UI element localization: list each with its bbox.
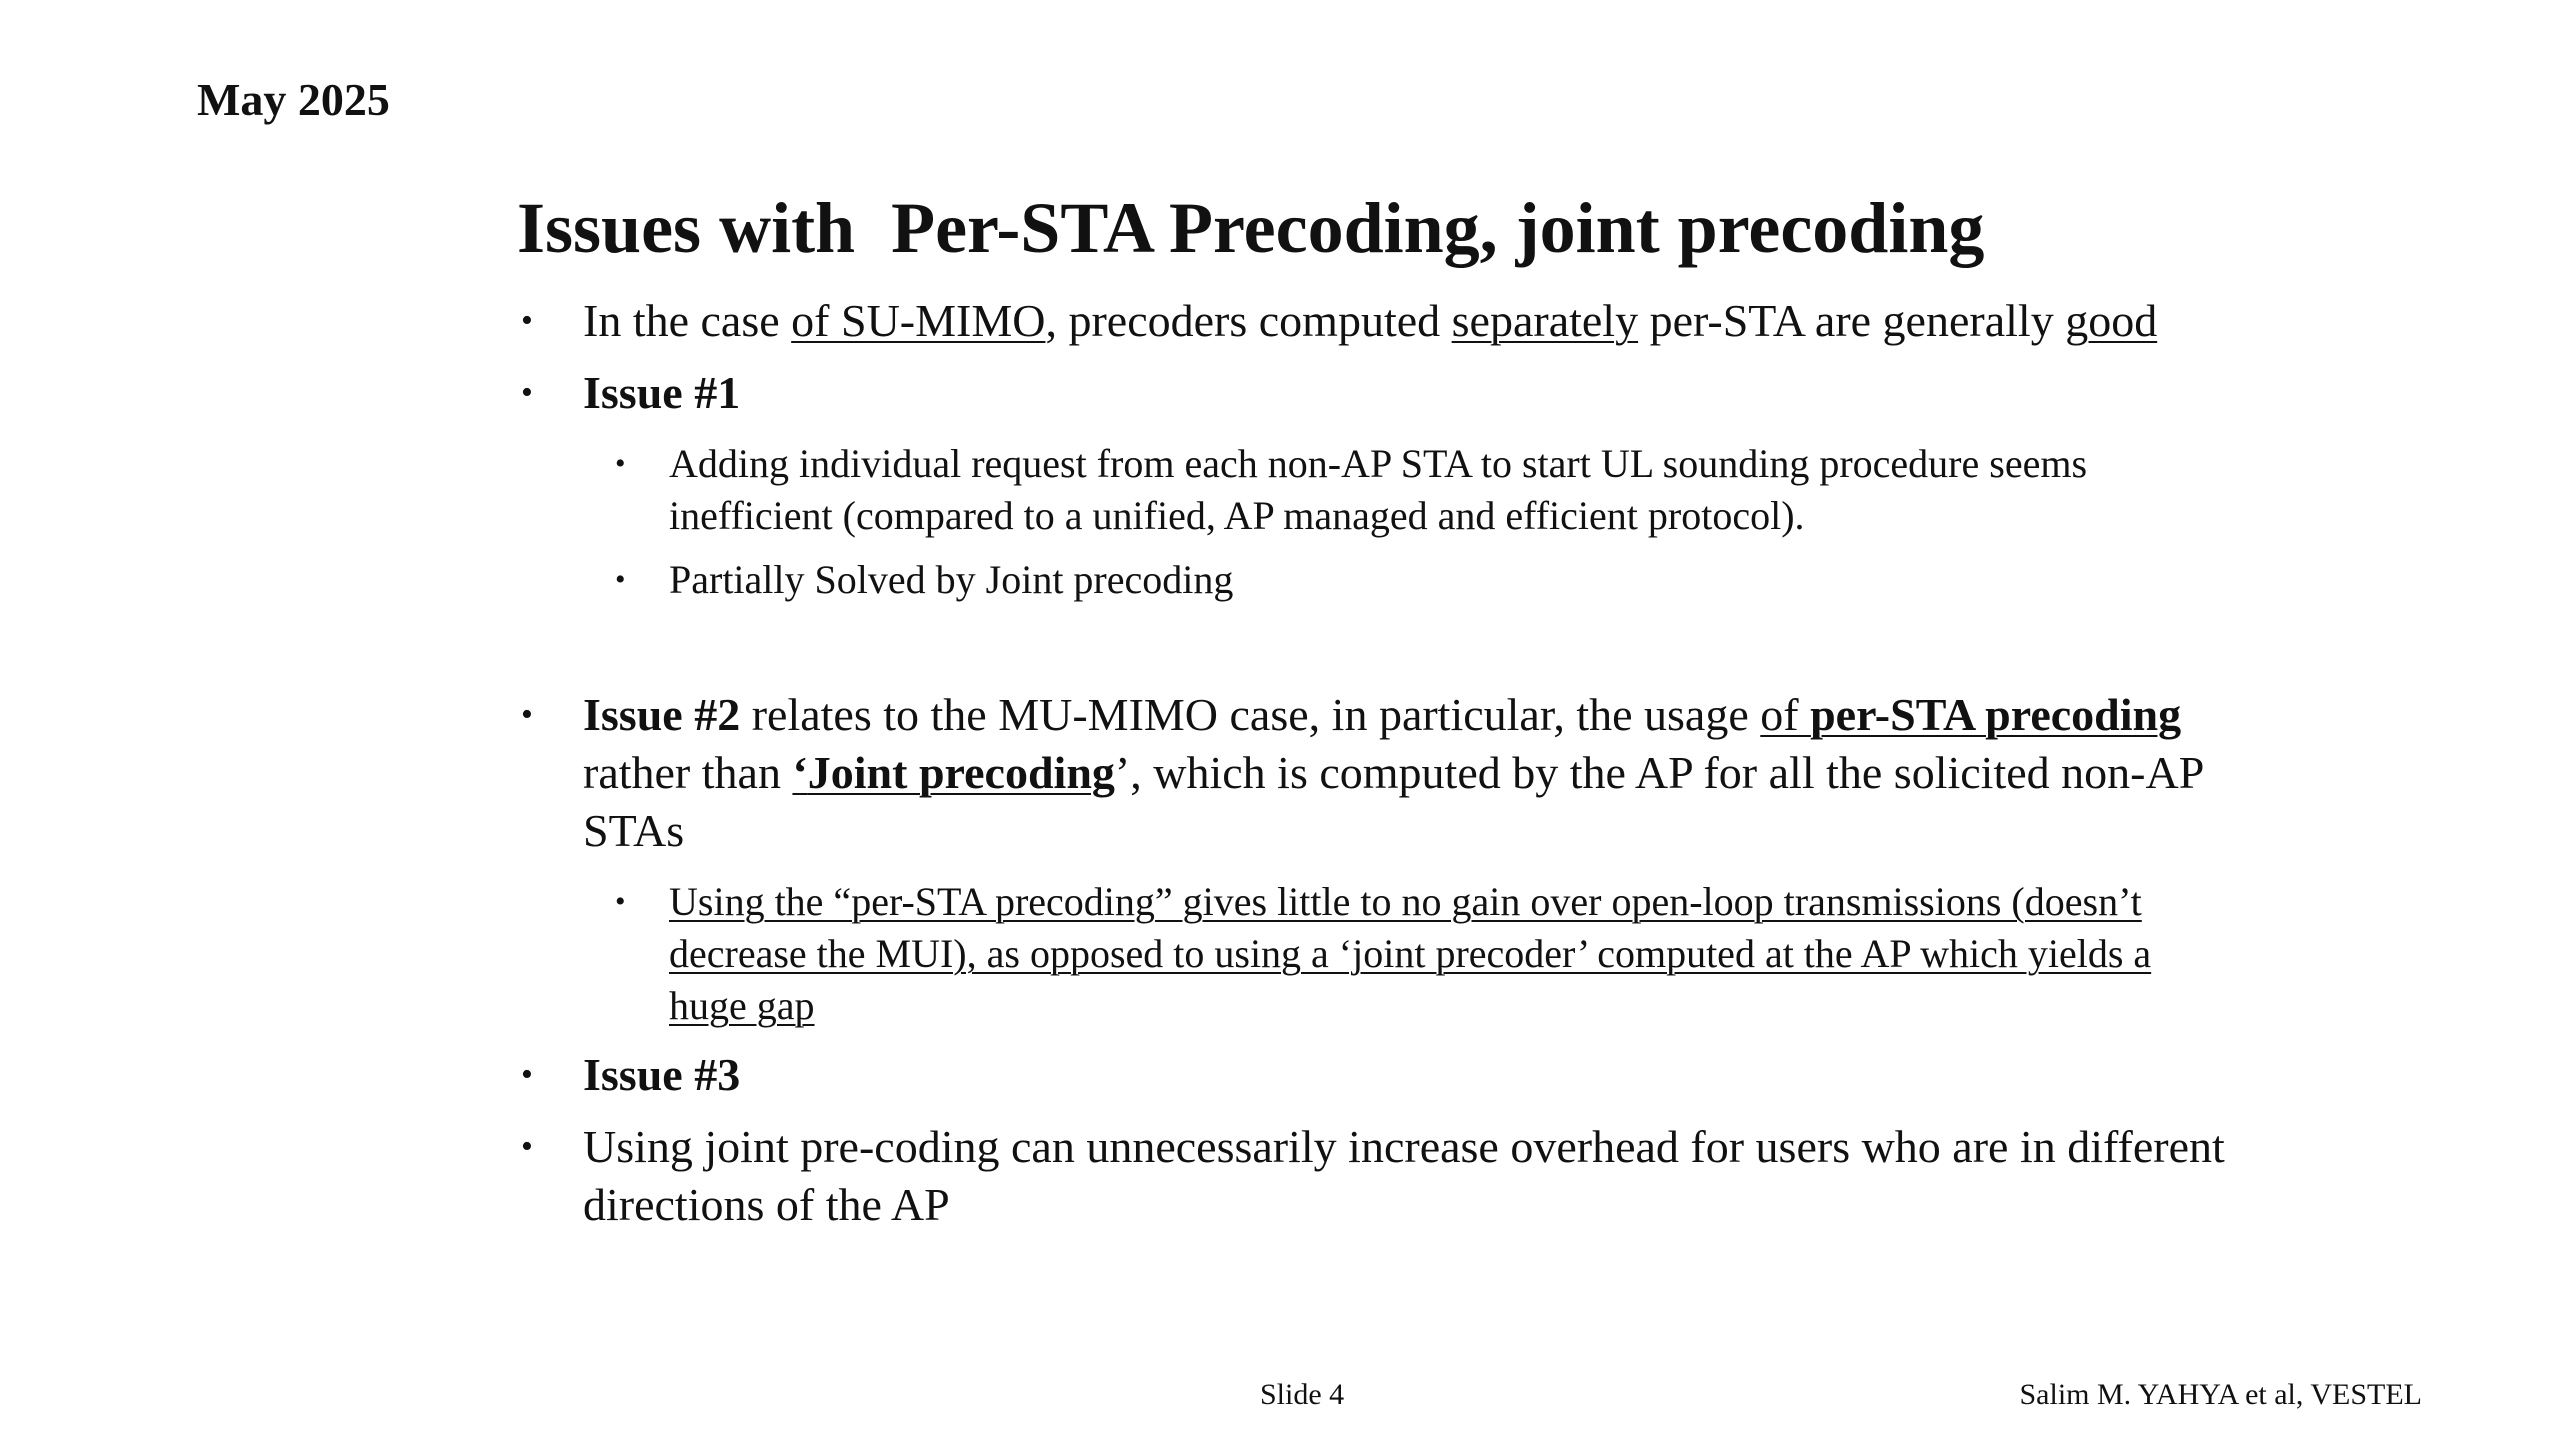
- underlined-text: separately: [1451, 295, 1639, 346]
- bullet-glyph: •: [521, 1128, 533, 1165]
- sub-bullet-text: Partially Solved by Joint precoding: [669, 557, 1234, 602]
- footer-author: Salim M. YAHYA et al, VESTEL: [2019, 1378, 2422, 1411]
- bullet-glyph: •: [615, 885, 626, 918]
- bullet-glyph: •: [521, 302, 533, 339]
- bullet-glyph: •: [615, 447, 626, 480]
- underlined-bold-text: Joint precoding: [807, 747, 1115, 798]
- slide-number: Slide 4: [1260, 1378, 1345, 1411]
- issue-heading: Issue #2: [583, 689, 741, 740]
- bullet-text: rather than: [583, 747, 793, 798]
- bullet-glyph: •: [521, 696, 533, 733]
- issue-heading: Issue #1: [583, 367, 741, 418]
- bullet-issue-1: [517, 364, 2237, 422]
- bullet-text: per-STA are generally: [1638, 295, 2066, 346]
- slide-content: [517, 292, 2237, 1234]
- sub-bullet-issue-1-a: [583, 438, 2237, 542]
- issue-heading: Issue #3: [583, 1049, 741, 1100]
- bullet-glyph: •: [615, 563, 626, 596]
- sub-bullet-text: Adding individual request from each non-AP STA to start UL sounding procedure seems inefficient (compared to a unified, AP managed and efficient protocol).: [669, 441, 2088, 538]
- bullet-issue-3: [517, 1046, 2237, 1104]
- sub-bullet-issue-1-b: [583, 554, 2237, 606]
- sub-bullet-issue-2-a: [583, 876, 2237, 1032]
- bullet-text: In the case: [583, 295, 792, 346]
- bullet-text: relates to the MU-MIMO case, in particular, the usage: [740, 689, 1761, 740]
- underlined-text: of SU-MIMO: [791, 295, 1046, 346]
- bullet-joint-overhead: [517, 1118, 2237, 1234]
- bullet-text: , precoders computed: [1045, 295, 1452, 346]
- underlined-bold-text: per-STA precoding: [1810, 689, 2182, 740]
- underlined-bold-text: ‘: [792, 747, 808, 798]
- underlined-text: good: [2065, 295, 2158, 346]
- bullet-glyph: •: [521, 1056, 533, 1093]
- underlined-text: of: [1760, 689, 1811, 740]
- slide-title: Issues with Per-STA Precoding, joint precoding: [517, 188, 1985, 268]
- header-date: May 2025: [197, 74, 390, 125]
- bullet-issue-2: [517, 686, 2237, 860]
- bullet-glyph: •: [521, 374, 533, 411]
- bullet-su-mimo: [517, 292, 2237, 350]
- bullet-text: Using joint pre-coding can unnecessarily increase overhead for users who are in different directions of the AP: [583, 1121, 2225, 1230]
- underlined-text: Using the “per-STA precoding” gives little to no gain over open-loop transmissions (doesn’t decrease the MUI), as opposed to using a ‘joint precoder’ computed at the AP which yields a huge gap: [669, 879, 2152, 1028]
- bullet-text: ’, which is computed by the AP for all the solicited non-AP STAs: [583, 747, 2203, 856]
